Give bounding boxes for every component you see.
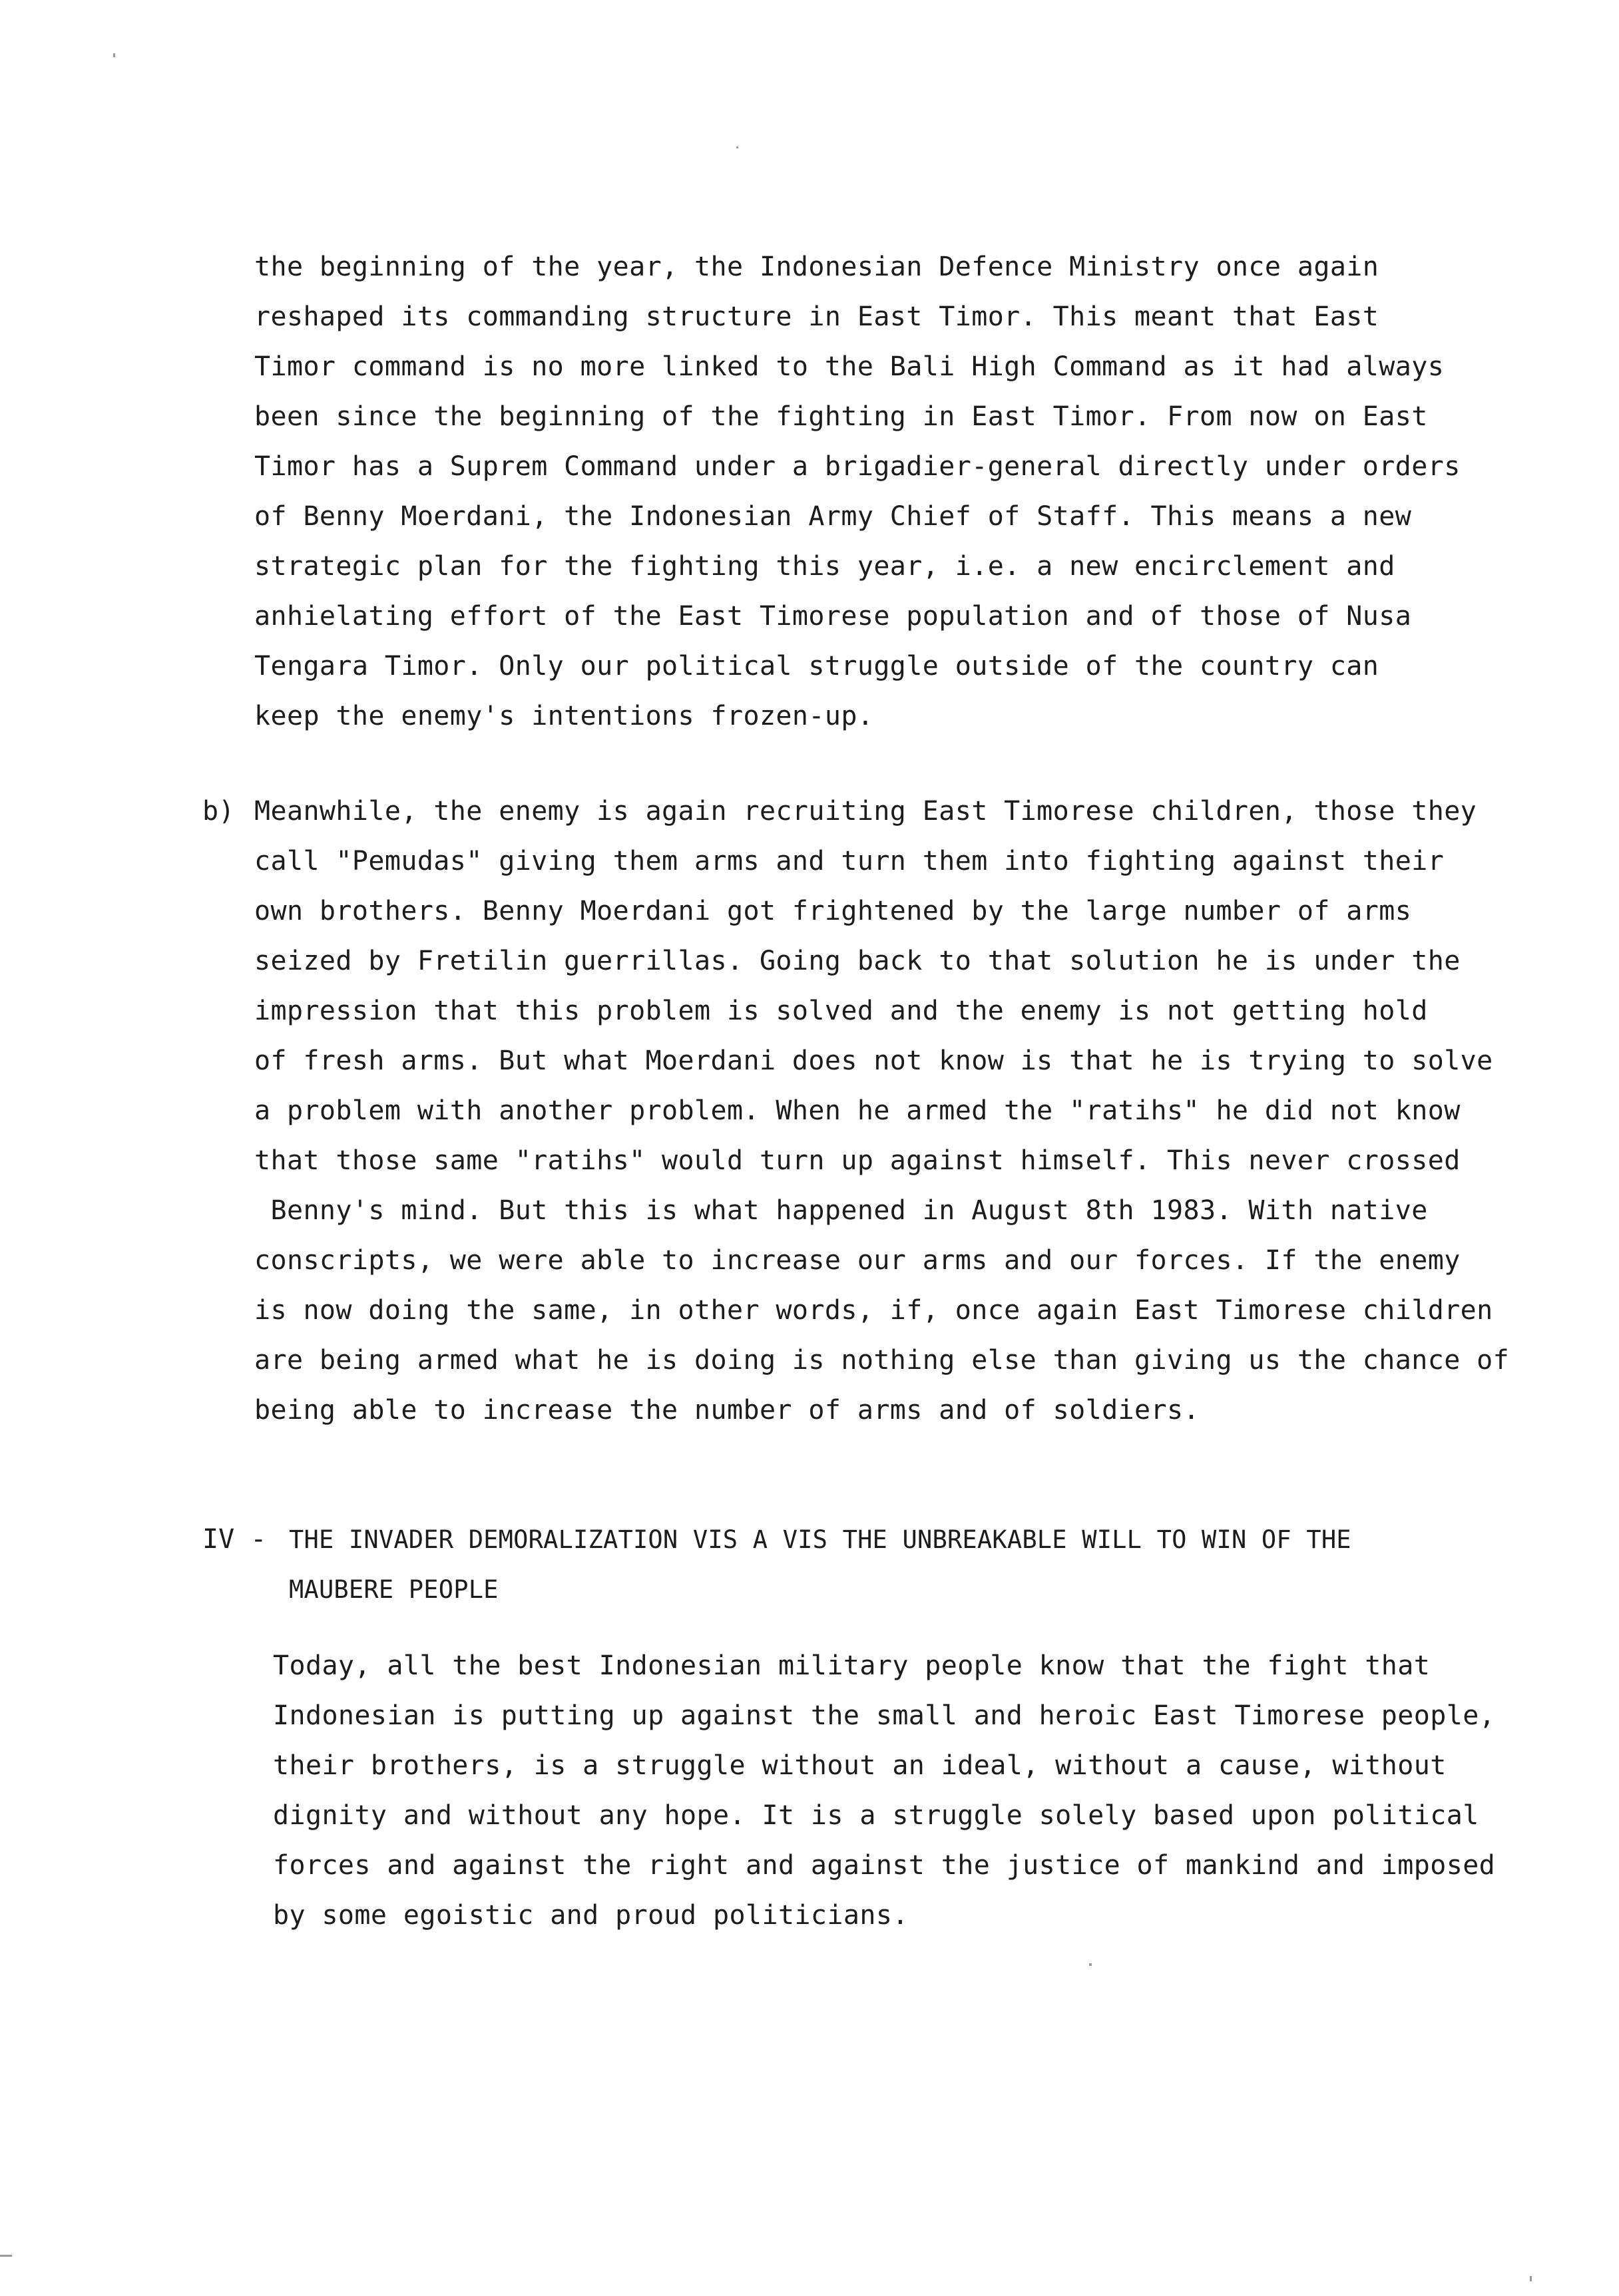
scan-mark-bottom-right: [1530, 2276, 1532, 2281]
scan-mark-left-edge: [0, 2255, 12, 2257]
scan-mark-top-left: [113, 53, 115, 57]
item-b-line: Meanwhile, the enemy is again recruiting East Timorese children, those they: [254, 796, 1477, 827]
item-b-line: Benny's mind. But this is what happened in August 8th 1983. With native: [254, 1195, 1428, 1226]
section-iv-line: their brothers, is a struggle without an ideal, without a cause, without: [273, 1750, 1447, 1781]
scan-mark-top: [736, 146, 738, 148]
section-iv-line: Indonesian is putting up against the small and heroic East Timorese people,: [273, 1700, 1496, 1731]
continued-paragraph-line: Tengara Timor. Only our political struggle outside of the country can: [254, 651, 1379, 681]
item-b-line: that those same "ratihs" would turn up against himself. This never crossed: [254, 1145, 1461, 1176]
continued-paragraph-line: reshaped its commanding structure in East Timor. This meant that East: [254, 301, 1379, 332]
continued-paragraph-line: Timor has a Suprem Command under a brigadier-general directly under orders: [254, 451, 1461, 482]
item-b-marker: b): [202, 796, 235, 827]
section-iv-line: Today, all the best Indonesian military people know that the fight that: [273, 1650, 1431, 1681]
continued-paragraph-line: anhielating effort of the East Timorese population and of those of Nusa: [254, 601, 1412, 632]
item-b-line: own brothers. Benny Moerdani got frightened by the large number of arms: [254, 896, 1412, 926]
item-b-line: seized by Fretilin guerrillas. Going back to that solution he is under the: [254, 946, 1461, 976]
section-iv-paragraph: [273, 1641, 1495, 1941]
scan-mark-dot: [1089, 1963, 1092, 1966]
item-b-line: a problem with another problem. When he armed the "ratihs" he did not know: [254, 1095, 1461, 1126]
item-b-line: impression that this problem is solved and the enemy is not getting hold: [254, 996, 1428, 1026]
section-iv-line: forces and against the right and against the justice of mankind and imposed: [273, 1850, 1496, 1881]
item-b-line: conscripts, we were able to increase our arms and our forces. If the enemy: [254, 1245, 1461, 1276]
continued-paragraph-line: of Benny Moerdani, the Indonesian Army Chief of Staff. This means a new: [254, 501, 1412, 532]
section-iv-heading-line: MAUBERE PEOPLE: [289, 1575, 499, 1604]
item-b-line: of fresh arms. But what Moerdani does not know is that he is trying to solve: [254, 1046, 1493, 1076]
section-iv-heading-line: THE INVADER DEMORALIZATION VIS A VIS THE UNBREAKABLE WILL TO WIN OF THE: [289, 1525, 1351, 1554]
continued-paragraph-line: strategic plan for the fighting this year, i.e. a new encirclement and: [254, 551, 1395, 582]
item-b-line: call "Pemudas" giving them arms and turn them into fighting against their: [254, 846, 1445, 876]
section-iv-marker: IV -: [202, 1524, 267, 1555]
section-iv-line: by some egoistic and proud politicians.: [273, 1900, 909, 1931]
item-b-line: are being armed what he is doing is nothing else than giving us the chance of: [254, 1345, 1510, 1376]
continued-paragraph-line: keep the enemy's intentions frozen-up.: [254, 701, 874, 731]
continued-paragraph-line: been since the beginning of the fighting in East Timor. From now on East: [254, 401, 1428, 432]
continued-paragraph: [254, 242, 1461, 741]
item-b-line: is now doing the same, in other words, if, once again East Timorese children: [254, 1295, 1493, 1326]
section-iv-heading: [289, 1515, 1351, 1615]
item-b-paragraph: [254, 787, 1509, 1435]
continued-paragraph-line: Timor command is no more linked to the Bali High Command as it had always: [254, 351, 1445, 382]
continued-paragraph-line: the beginning of the year, the Indonesian Defence Ministry once again: [254, 252, 1379, 282]
item-b-line: being able to increase the number of arms and of soldiers.: [254, 1395, 1200, 1426]
section-iv-line: dignity and without any hope. It is a struggle solely based upon political: [273, 1800, 1479, 1831]
